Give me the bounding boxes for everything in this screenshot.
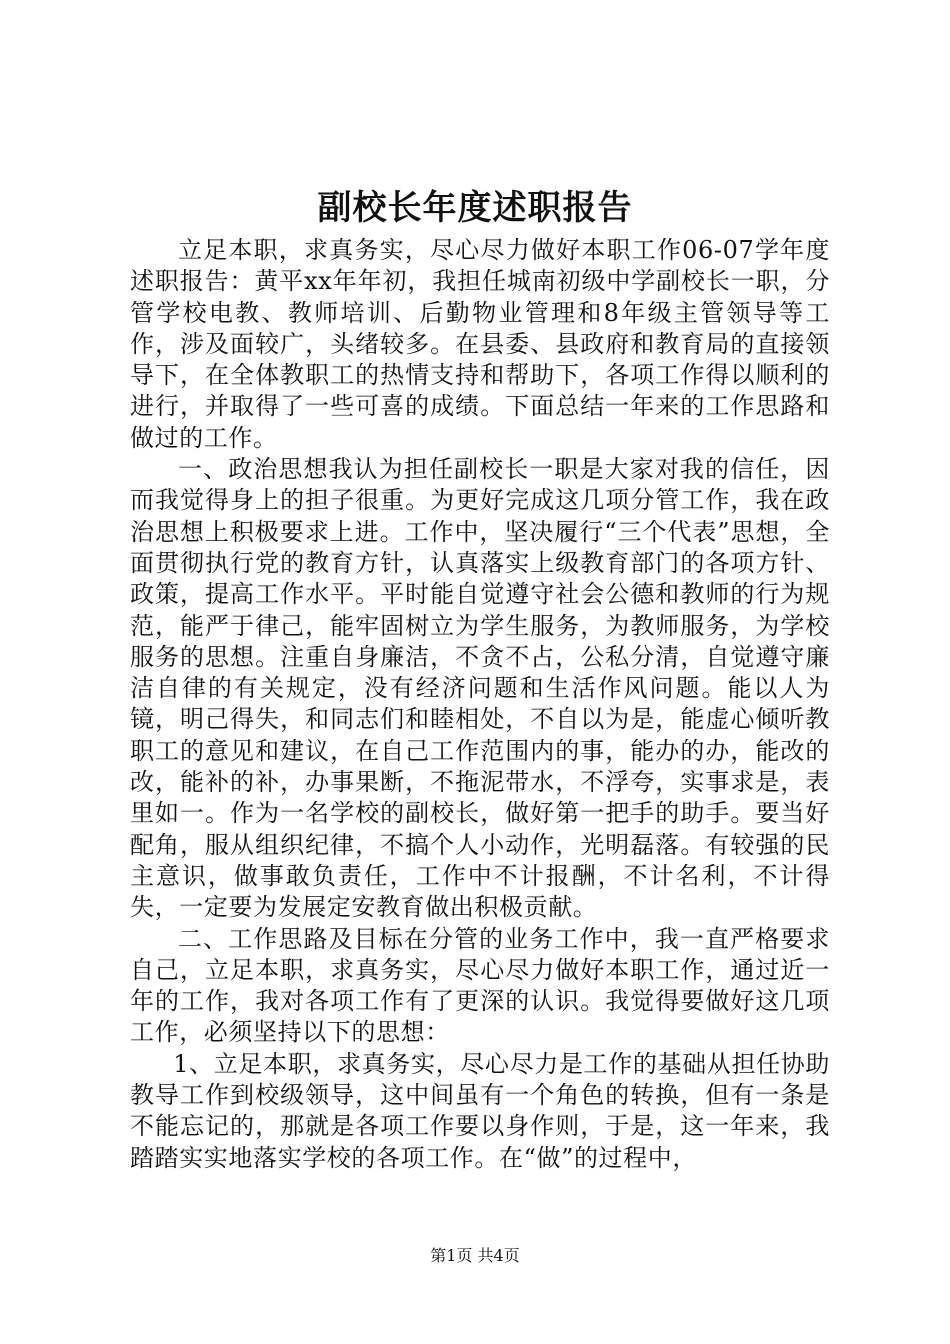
paragraph-intro: 立足本职，求真务实，尽心尽力做好本职工作06-07学年度述职报告：黄平xx年年初，我担任城南初级中学副校长一职，分管学校电教、教师培训、后勤物业管理和8年级主管领导等工作，涉及面较广，头绪较多。在县委、县政府和教育局的直接领导下，在全体教职工的热情支持和帮助下，各项工作得以顺利的进行，并取得了一些可喜的成绩。下面总结一年来的工作思路和做过的工作。 xyxy=(130,236,830,452)
document-body xyxy=(130,235,830,1174)
document-title: 副校长年度述职报告 xyxy=(317,188,633,228)
paragraph-work-ideas: 二、工作思路及目标在分管的业务工作中，我一直严格要求自己，立足本职，求真务实，尽心尽力做好本职工作，通过近一年的工作，我对各项工作有了更深的认识。我觉得要做好这几项工作，必须坚持以下的思想： xyxy=(130,924,830,1047)
paragraph-point-1: 1、立足本职，求真务实，尽心尽力是工作的基础从担任协助教导工作到校级领导，这中间虽有一个角色的转换，但有一条是不能忘记的，那就是各项工作要以身作则，于是，这一年来，我踏踏实实地落实学校的各项工作。在“做”的过程中， xyxy=(130,1049,830,1172)
paragraph-political-thought: 一、政治思想我认为担任副校长一职是大家对我的信任，因而我觉得身上的担子很重。为更好完成这几项分管工作，我在政治思想上积极要求上进。工作中，坚决履行“三个代表”思想，全面贯彻执行党的教育方针，认真落实上级教育部门的各项方针、政策，提高工作水平。平时能自觉遵守社会公德和教师的行为规范，能严于律己，能牢固树立为学生服务，为教师服务，为学校服务的思想。注重自身廉洁，不贪不占，公私分清，自觉遵守廉洁自律的有关规定，没有经济问题和生活作风问题。能以人为镜，明己得失，和同志们和睦相处，不自以为是，能虚心倾听教职工的意见和建议，在自己工作范围内的事，能办的办，能改的改，能补的补，办事果断，不拖泥带水，不浮夸，实事求是，表里如一。作为一名学校的副校长，做好第一把手的助手。要当好配角，服从组织纪律，不搞个人小动作，光明磊落。有较强的民主意识，做事敢负责任，工作中不计报酬，不计名利，不计得失，一定要为发展定安教育做出积极贡献。 xyxy=(130,455,830,922)
page-number-footer: 第1页 共4页 xyxy=(430,1246,520,1265)
